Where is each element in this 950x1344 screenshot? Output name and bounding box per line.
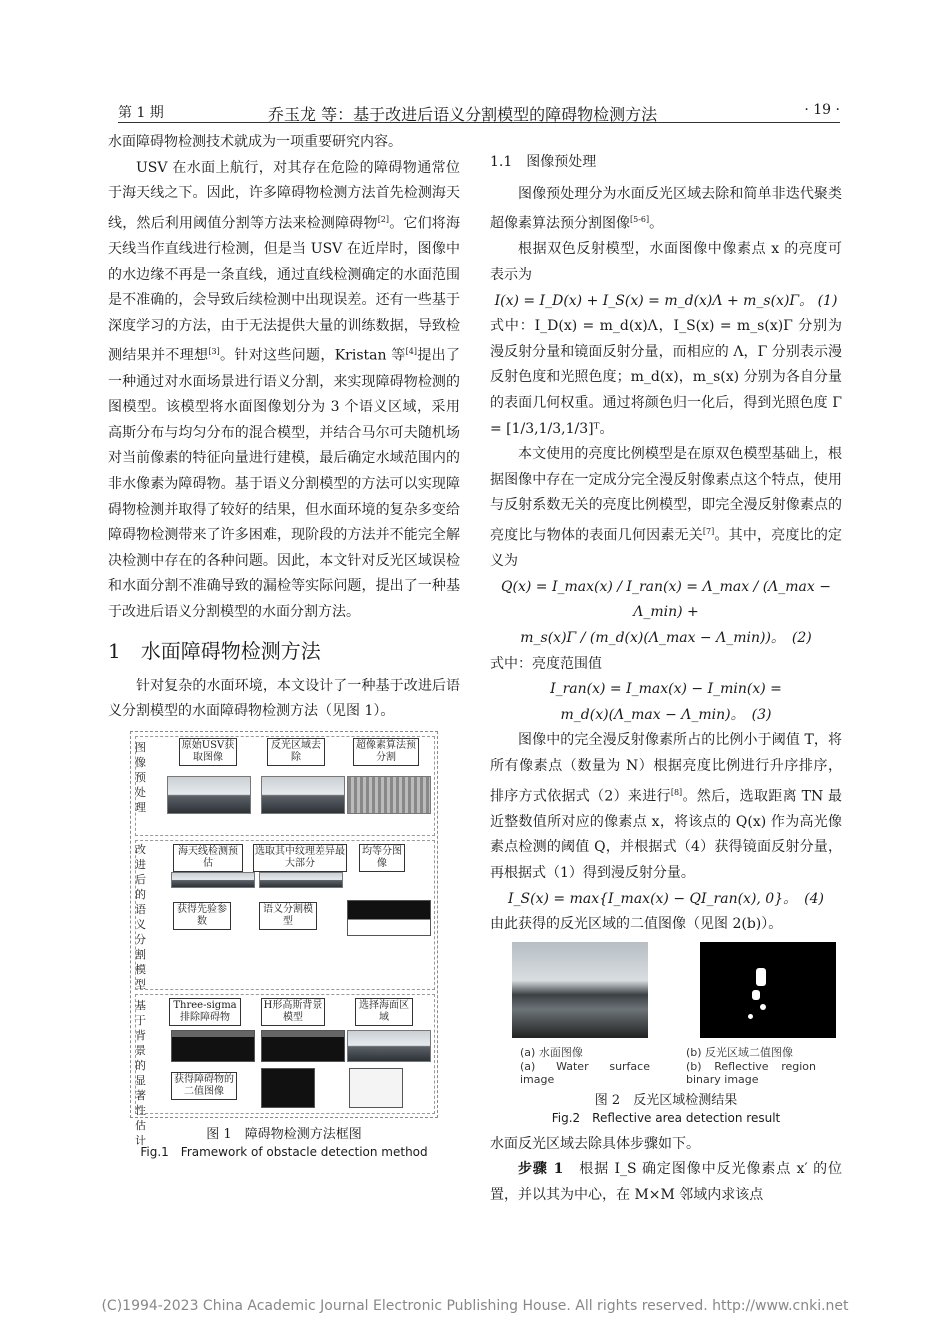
paragraph: 针对复杂的水面环境，本文设计了一种基于改进后语义分割模型的水面障碍物检测方法（见图 1）。 bbox=[108, 677, 460, 720]
paragraph: 图像预处理分为水面反光区域去除和简单非迭代聚类超像素算法预分割图像[5-6]。 bbox=[490, 185, 842, 232]
paragraph: 根据双色反射模型，水面图像中像素点 x 的亮度可表示为 bbox=[490, 241, 842, 284]
paragraph: 图像中的完全漫反射像素所占的比例小于阈值 T，将所有像素点（数量为 N）根据亮度比例进行升序排序，排序方式依据式（2）来进行[8]。然后，选取距离 TN 最近整数值所对应的像素点 x，将该点的 Q(x) 作为高光像素点检测的阈值 Q，并根据式（4）获得镜面反射分量，再根据式（1）得到漫反射分量。 bbox=[490, 732, 842, 881]
stage-label: 改进后的语义分割模型 bbox=[135, 842, 146, 991]
subfigure-label-en: (b) Reflective region binary image bbox=[686, 1059, 816, 1086]
left-column bbox=[108, 130, 460, 1160]
citation[interactable]: [7] bbox=[702, 526, 715, 536]
flow-box: 语义分割模型 bbox=[259, 902, 317, 930]
flow-box: 海天线检测预估 bbox=[173, 844, 243, 872]
citation[interactable]: [5-6] bbox=[630, 215, 650, 225]
binary-image bbox=[261, 1068, 315, 1108]
equation-1: I(x) = I_D(x) + I_S(x) = m_d(x)Λ + m_s(x)Γ。 (1) bbox=[494, 292, 838, 309]
running-title: 乔玉龙 等：基于改进后语义分割模型的障碍物检测方法 bbox=[268, 105, 658, 124]
paragraph: 由此获得的反光区域的二值图像（见图 2(b)）。 bbox=[490, 916, 783, 933]
result-image bbox=[171, 1030, 255, 1062]
paragraph: USV 在水面上航行，对其存在危险的障碍物通常位于海天线之下。因此，许多障碍物检测方法首先检测海天线，然后利用阈值分割等方法来检测障碍物[2]。它们将海天线当作直线进行检测，但是当 USV 在近岸时，图像中的水边缘不再是一条直线，通过直线检测确定的水面范围是不准确的，会导致后续检测中出现误差。还有一些基于深度学习的方法，由于无法提供大量的训练数据，导致检测结果并不理想[3]。针对这些问题，Kristan 等[4]提出了一种通过对水面场景进行语义分割，来实现障碍物检测的图模型。该模型将水面图像划分为 3 个语义区域，采用高斯分布与均匀分布的混合模型，并结合马尔可夫随机场对当前像素的特征向量进行建模，最后确定水域范围内的非水像素为障碍物。基于语义分割模型的方法可以实现障碍物检测并取得了较好的结果，但水面环境的复杂多变给障碍物检测带来了许多困难，现阶段的方法并不能完全解决检测中存在的各种问题。因此，本文针对反光区域误检和水面分割不准确导致的漏检等实际问题，提出了一种基于改进后语义分割模型的水面分割方法。 bbox=[108, 159, 461, 620]
reflective-blob bbox=[760, 1004, 766, 1010]
subfigure-label-en: (a) Water surface image bbox=[520, 1059, 650, 1086]
flow-box: Three-sigma排除障碍物 bbox=[169, 998, 241, 1026]
flow-box: 超像素算法预分割 bbox=[353, 738, 419, 766]
paragraph: 本文使用的亮度比例模型是在原双色模型基础上，根据图像中存在一定成分完全漫反射像素点这个特点，使用与反射系数无关的亮度比例模型，即完全漫反射像素点的亮度比与物体的表面几何因素无关[7]。其中，亮度比的定义为 bbox=[490, 446, 843, 570]
subfigure-label: (a) 水面图像 bbox=[520, 1045, 583, 1059]
horizon-image bbox=[171, 872, 255, 888]
citation[interactable]: [3] bbox=[208, 347, 220, 357]
flow-box: 反光区域去除 bbox=[267, 738, 325, 766]
superpixel-image bbox=[347, 776, 431, 814]
reflective-binary-image bbox=[700, 942, 836, 1038]
reflective-blob bbox=[752, 990, 760, 1000]
equation-3: m_d(x)(Λ_max − Λ_min)。 (3) bbox=[560, 706, 772, 723]
citation[interactable]: [8] bbox=[670, 787, 683, 797]
texture-image bbox=[259, 872, 343, 888]
figure-caption-en: Fig.2 Reflective area detection result bbox=[551, 1110, 781, 1125]
sea-region-image bbox=[347, 1030, 431, 1062]
equation-3: I_ran(x) = I_max(x) − I_min(x) = bbox=[550, 681, 782, 698]
equation-2: m_s(x)Γ / (m_d(x)(Λ_max − Λ_min))。 (2) bbox=[520, 630, 812, 646]
page-number: · 19 · bbox=[804, 102, 840, 118]
flow-box: 原始USV获取图像 bbox=[179, 738, 237, 766]
figure-caption-en: Fig.1 Framework of obstacle detection method bbox=[140, 1144, 428, 1159]
subfigure-label: (b) 反光区域二值图像 bbox=[686, 1045, 794, 1059]
figure-caption: 图 2 反光区域检测结果 bbox=[594, 1092, 738, 1108]
flow-box: 获得先验参数 bbox=[173, 902, 231, 930]
stage-label: 基于背景的显著性估计 bbox=[135, 998, 146, 1147]
equation-2: Q(x) = I_max(x) / I_ran(x) = Λ_max / (Λ_max − Λ_min) + bbox=[501, 578, 831, 621]
segmentation-image bbox=[347, 900, 431, 936]
copyright-footer: (C)1994-2023 China Academic Journal Electronic Publishing House. All rights reserved. http://www.cnki.net bbox=[101, 1298, 849, 1314]
reflective-blob bbox=[756, 968, 766, 986]
paragraph: 步骤 1 根据 I_S 确定图像中反光像素点 x′ 的位置，并以其为中心，在 M×M 邻域内求该点 bbox=[490, 1161, 843, 1203]
flow-box: H形高斯背景模型 bbox=[261, 998, 325, 1026]
flow-box: 选择海面区域 bbox=[355, 998, 413, 1026]
water-surface-image bbox=[512, 942, 648, 1038]
subsection-heading: 1.1 图像预处理 bbox=[490, 154, 597, 170]
binary-image bbox=[349, 1068, 403, 1108]
figure-caption: 图 1 障碍物检测方法框图 bbox=[206, 1126, 362, 1142]
flow-box: 均等分图像 bbox=[359, 844, 405, 872]
flow-box: 获得障碍物的二值图像 bbox=[171, 1072, 237, 1100]
equation-4: I_S(x) = max{I_max(x) − QI_ran(x), 0}。 (4) bbox=[508, 890, 824, 907]
issue-number: 第 1 期 bbox=[118, 105, 164, 121]
reflective-blob bbox=[748, 1014, 753, 1019]
stage-label: 图像预处理 bbox=[135, 740, 146, 814]
paragraph: 水面障碍物检测技术就成为一项重要研究内容。 bbox=[108, 134, 402, 150]
right-column bbox=[490, 150, 842, 1209]
running-header bbox=[118, 100, 840, 123]
paragraph: 式中：I_D(x) = m_d(x)Λ，I_S(x) = m_s(x)Γ 分别为漫反射分量和镜面反射分量，而相应的 Λ，Γ 分别表示漫反射色度和光照色度；m_d(x)，m_s(x) 分别为各自分量的表面几何权重。通过将颜色归一化后，得到光照色度 Γ = [1/3,1/3,1/3]ᵀ。 bbox=[490, 318, 842, 437]
citation[interactable]: [4] bbox=[405, 347, 417, 357]
sea-image bbox=[167, 776, 251, 814]
flow-box: 选取其中纹理差异最大部分 bbox=[253, 844, 347, 872]
result-image bbox=[261, 1030, 345, 1062]
section-heading: 1 水面障碍物检测方法 bbox=[108, 638, 321, 663]
sea-image bbox=[261, 776, 345, 814]
paragraph: 水面反光区域去除具体步骤如下。 bbox=[490, 1135, 700, 1152]
figure-2 bbox=[490, 942, 842, 1132]
step-label: 步骤 1 bbox=[518, 1161, 564, 1178]
paragraph: 式中：亮度范围值 bbox=[490, 655, 602, 672]
citation[interactable]: [2] bbox=[377, 214, 390, 224]
